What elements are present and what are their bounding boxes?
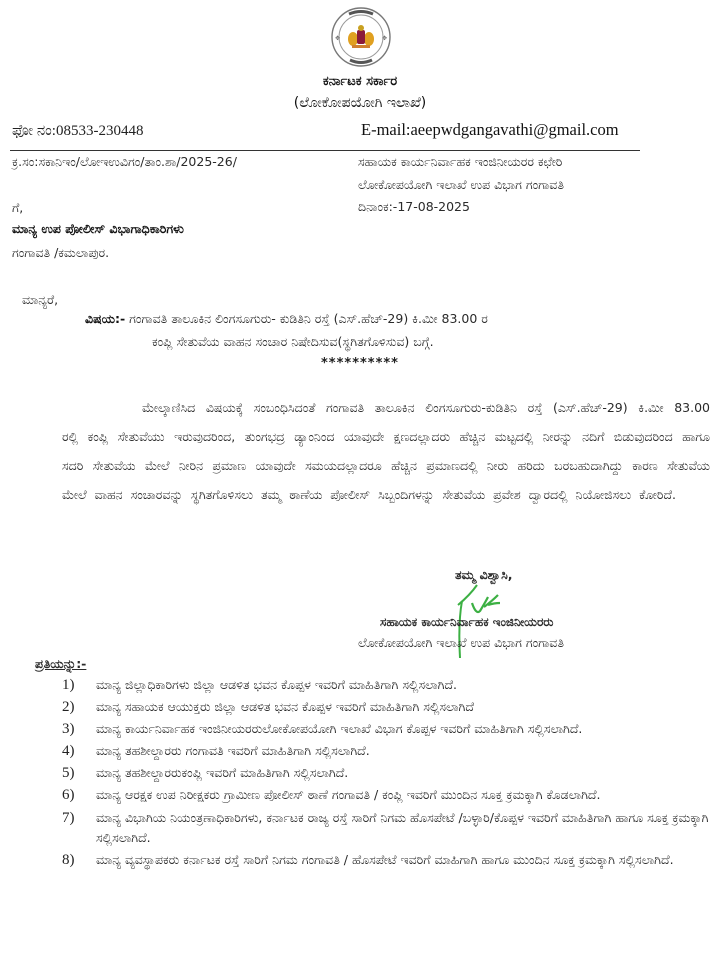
copy-item: 1) ಮಾನ್ಯ ಜಿಲ್ಲಾಧಿಕಾರಿಗಳು ಜಿಲ್ಲಾ ಆಡಳಿತ ಭವನ ಕೊಪ್ಪಳ ಇವರಿಗೆ ಮಾಹಿತಿಗಾಗಿ ಸಲ್ಲಿಸಲಾಗಿದೆ. <box>62 677 457 693</box>
government-emblem-icon <box>330 6 392 68</box>
subject-line2: ಕಂಪ್ಲಿ ಸೇತುವೆಯ ವಾಹನ ಸಂಚಾರ ನಿಷೇದಿಸುವ(ಸ್ಥಗಿತಗೊಳಿಸುವ) ಬಗ್ಗೆ. <box>152 334 434 349</box>
svg-text:✥: ✥ <box>335 35 341 42</box>
signatory-title: ಸಹಾಯಕ ಕಾರ್ಯನಿರ್ವಾಹಕ ಇಂಜಿನೀಯರರು <box>380 615 554 629</box>
government-name: ಕರ್ನಾಟಕ ಸರ್ಕಾರ <box>322 74 398 89</box>
letter-date: ದಿನಾಂಕ:-17-08-2025 <box>358 199 470 214</box>
closing-phrase: ತಮ್ಮ ವಿಶ್ವಾಸಿ, <box>455 567 513 582</box>
letter-body: ಮೇಲ್ಕಾಣಿಸಿದ ವಿಷಯಕ್ಕೆ ಸಂಬಂಧಿಸಿದಂತೆ ಗಂಗಾವತಿ ತಾಲೂಕಿನ ಲಿಂಗಸೂಗುರು-ಕುಡಿತಿನಿ ರಸ್ತೆ (ಎಸ್.ಹೆಚ್-29) ಕಿ.ಮೀ 83.00 ರಲ್ಲಿ ಕಂಪ್ಲಿ ಸೇತುವೆಯು ಇರುವುದರಿಂದ, ತುಂಗಭದ್ರ ಡ್ಯಾಂನಿಂದ ಯಾವುದೇ ಕ್ಷಣದಲ್ಲಾದರು ಹೆಚ್ಚಿನ ಮಟ್ಟದಲ್ಲಿ ನೀರನ್ನು ನದಿಗೆ ಬಿಡುವುದರಿಂದ ಹಾಗೂ ಸದರಿ ಸೇತುವೆಯ ಮೇಲೆ ನೀರಿನ ಪ್ರಮಾಣ ಯಾವುದೇ ಸಮಯದಲ್ಲಾದರೂ ಹೆಚ್ಚಿನ ಪ್ರಮಾಣದಲ್ಲಿ ನೀರು ಹರಿದು ಬರಬಹುದಾಗಿದ್ದು ಕಾರಣ ಸೇತುವೆಯ ಮೇಲೆ ವಾಹನ ಸಂಚಾರವನ್ನು ಸ್ಥಗಿತಗೊಳಿಸಲು ತಮ್ಮ ಠಾಣೆಯ ಪೋಲೀಸ್ ಸಿಬ್ಬಂದಿಗಳನ್ನು ಸೇತುವೆಯ ಪ್ರವೇಶ ದ್ವಾರದಲ್ಲಿ ನಿಯೋಜಿಸಲು ಕೋರಿದೆ. <box>62 399 710 503</box>
subject-separator: ********** <box>321 356 399 371</box>
copies-heading: ಪ್ರತಿಯನ್ನು:- <box>35 656 87 671</box>
signatory-office: ಲೋಕೋಪಯೋಗಿ ಇಲಾಖೆ ಉಪ ವಿಭಾಗ ಗಂಗಾವತಿ <box>358 635 564 650</box>
phone-number: ಫೋ ನಂ:08533-230448 <box>12 123 144 139</box>
addressee-to: ಗೆ, <box>12 200 24 215</box>
copy-item: 3) ಮಾನ್ಯ ಕಾರ್ಯನಿರ್ವಾಹಕ ಇಂಜಿನೀಯರರುಲೋಕೋಪಯೋಗಿ ಇಲಾಖೆ ವಿಭಾಗ ಕೊಪ್ಪಳ ಇವರಿಗೆ ಮಾಹಿತಿಗಾಗಿ ಸಲ್ಲಿಸಲಾಗಿದೆ. <box>62 721 583 738</box>
subject-line1 <box>85 311 488 327</box>
office-name-line1: ಸಹಾಯಕ ಕಾರ್ಯನಿರ್ವಾಹಕ ಇಂಜಿನೀಯರರ ಕಛೇರಿ <box>358 154 563 169</box>
header-divider <box>10 150 640 151</box>
copy-item: 7) ಮಾನ್ಯ ವಿಭಾಗಿಯ ನಿಯಂತ್ರಣಾಧಿಕಾರಿಗಳು, ಕರ್ನಾಟಕ ರಾಜ್ಯ ರಸ್ತೆ ಸಾರಿಗೆ ನಿಗಮ ಹೊಸಪೇಟೆ /ಬಳ್ಳಾರಿ/ಕೊಪ್ಪಳ ಇವರಿಗೆ ಮಾಹಿತಿಗಾಗಿ ಹಾಗೂ ಸೂಕ್ತ ಕ್ರಮಕ್ಕಾಗಿ ಸಲ್ಲಿಸಲಾಗಿದೆ. <box>62 809 709 846</box>
subject-label: ವಿಷಯ:- <box>85 311 126 326</box>
copy-item: 2) ಮಾನ್ಯ ಸಹಾಯಕ ಆಯುಕ್ತರು ಜಿಲ್ಲಾ ಆಡಳಿತ ಭವನ ಕೊಪ್ಪಳ ಇವರಿಗೆ ಮಾಹಿತಿಗಾಗಿ ಸಲ್ಲಿಸಲಾಗಿದೆ <box>62 699 474 716</box>
copy-item: 6) ಮಾನ್ಯ ಆರಕ್ಷಕ ಉಪ ನಿರೀಕ್ಷಕರು ಗ್ರಾಮೀಣ ಪೋಲೀಸ್ ಠಾಣೆ ಗಂಗಾವತಿ / ಕಂಪ್ಲಿ ಇವರಿಗೆ ಮುಂದಿನ ಸೂಕ್ತ ಕ್ರಮಕ್ಕಾಗಿ ಕೊಡಲಾಗಿದೆ. <box>62 787 601 804</box>
copy-item: 8) ಮಾನ್ಯ ವ್ಯವಸ್ಥಾಪಕರು ಕರ್ನಾಟಕ ರಸ್ತೆ ಸಾರಿಗೆ ನಿಗಮ ಗಂಗಾವತಿ / ಹೊಸಪೇಟೆ ಇವರಿಗೆ ಮಾಹಿಗಾಗಿ ಹಾಗೂ ಮುಂದಿನ ಸೂಕ್ತ ಕ್ರಮಕ್ಕಾಗಿ ಸಲ್ಲಿಸಲಾಗಿದೆ. <box>62 852 674 869</box>
copies-list <box>62 675 712 872</box>
recipient-place: ಗಂಗಾವತಿ /ಕಮಲಾಪುರ. <box>12 245 110 260</box>
recipient-name: ಮಾನ್ಯ ಉಪ ಪೋಲೀಸ್ ವಿಭಾಗಾಧಿಕಾರಿಗಳು <box>12 221 184 236</box>
email-address[interactable]: E-mail:aeepwdgangavathi@gmail.com <box>361 120 619 139</box>
department-name: (ಲೋಕೋಪಯೋಗಿ ಇಲಾಖೆ) <box>293 95 427 111</box>
copy-item: 5) ಮಾನ್ಯ ತಹಶೀಲ್ದಾರರುಕಂಪ್ಲಿ ಇವರಿಗೆ ಮಾಹಿತಿಗಾಗಿ ಸಲ್ಲಿಸಲಾಗಿದೆ. <box>62 765 349 782</box>
salutation: ಮಾನ್ಯರೆ, <box>22 292 59 307</box>
reference-number: ಕ್ರ.ಸಂ:ಸಕಾನಿಇಂ/ಲೋಇಉವಿಗಂ/ತಾಂ.ಶಾ/2025-26/ <box>12 154 237 169</box>
svg-text:✥: ✥ <box>382 35 388 42</box>
subject-text-line1: ಗಂಗಾವತಿ ತಾಲೂಕಿನ ಲಿಂಗಸೂಗುರು- ಕುಡಿತಿನಿ ರಸ್ತೆ (ಎಸ್.ಹೆಚ್-29) ಕಿ.ಮೀ 83.00 ರ <box>125 311 488 326</box>
copy-item: 4) ಮಾನ್ಯ ತಹಶೀಲ್ದಾರರು ಗಂಗಾವತಿ ಇವರಿಗೆ ಮಾಹಿತಿಗಾಗಿ ಸಲ್ಲಿಸಲಾಗಿದೆ. <box>62 743 370 760</box>
office-name-line2: ಲೋಕೋಪಯೋಗಿ ಇಲಾಖೆ ಉಪ ವಿಭಾಗ ಗಂಗಾವತಿ <box>358 177 564 192</box>
